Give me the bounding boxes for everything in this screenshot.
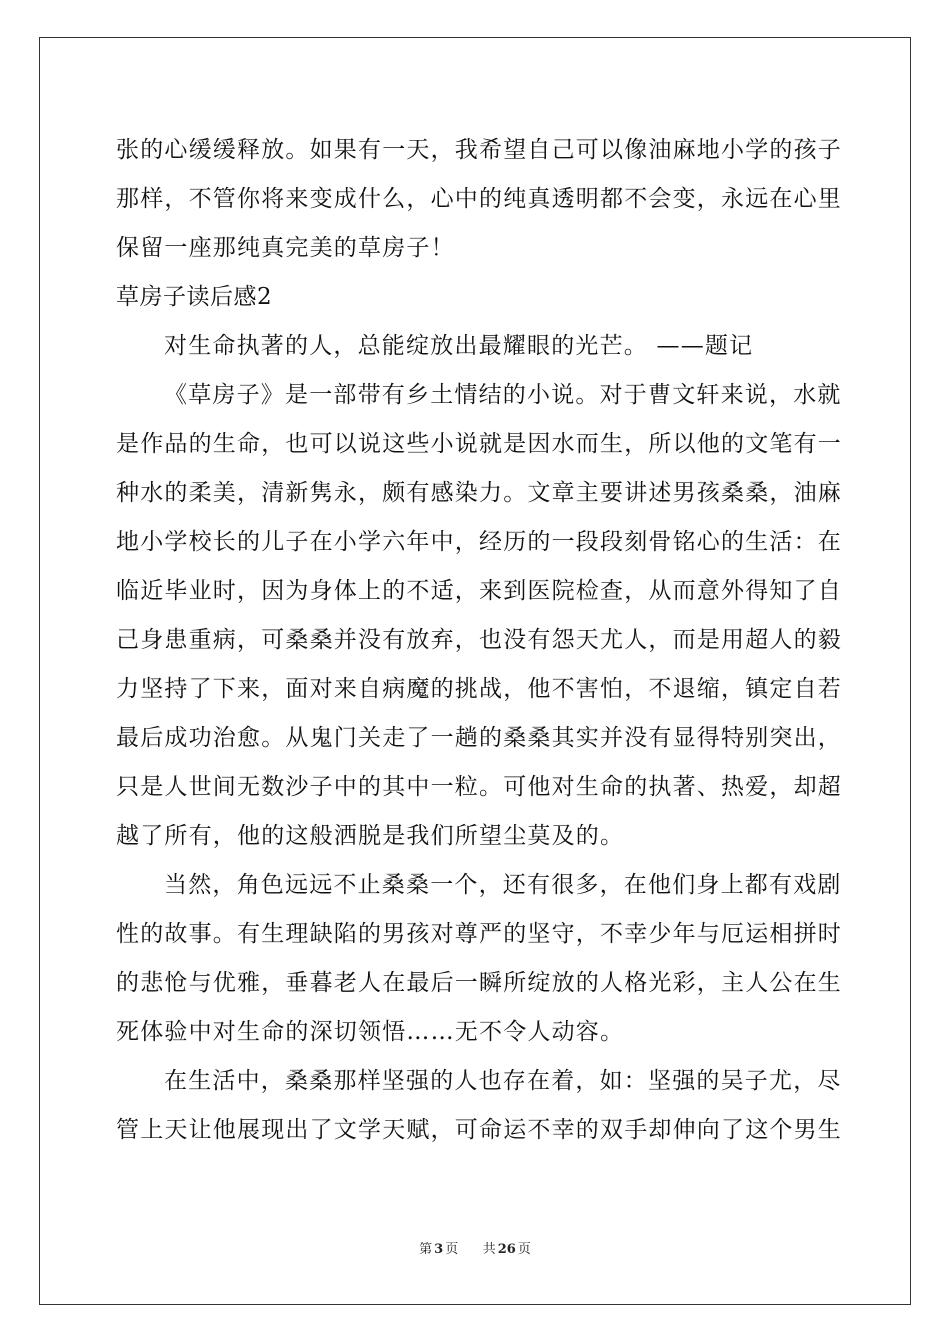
text-line: 己身患重病，可桑桑并没有放弃，也没有怨天尤人，而是用超人的毅	[116, 627, 842, 653]
text-line: 死体验中对生命的深切领悟……无不令人动容。	[116, 1019, 625, 1045]
text-line: 最后成功治愈。从鬼门关走了一趟的桑桑其实并没有显得特别突出，	[116, 725, 842, 751]
page-footer	[0, 1238, 950, 1257]
page-number: 3	[434, 1242, 444, 1257]
text-line: 是作品的生命，也可以说这些小说就是因水而生，所以他的文笔有一	[116, 431, 842, 457]
text-line: 只是人世间无数沙子中的其中一粒。可他对生命的执著、热爱，却超	[116, 774, 842, 800]
document-body	[116, 126, 842, 1155]
total-prefix: 共	[482, 1242, 496, 1257]
page-indicator	[417, 1242, 460, 1257]
text-line: 越了所有，他的这般洒脱是我们所望尘莫及的。	[116, 823, 625, 849]
total-pages: 26	[497, 1242, 516, 1257]
text-line: 保留一座那纯真完美的草房子！	[116, 235, 455, 261]
text-line: 张的心缓缓释放。如果有一天，我希望自己可以像油麻地小学的孩子	[116, 137, 842, 163]
text-line: 管上天让他展现出了文学天赋，可命运不幸的双手却伸向了这个男生	[116, 1117, 842, 1143]
text-line: 的悲怆与优雅，垂暮老人在最后一瞬所绽放的人格光彩，主人公在生	[116, 970, 842, 996]
text-line: 地小学校长的儿子在小学六年中，经历的一段段刻骨铭心的生活：在	[116, 529, 842, 555]
page-prefix: 第	[419, 1242, 433, 1257]
page-suffix: 页	[445, 1242, 459, 1257]
total-indicator	[481, 1242, 533, 1257]
total-suffix: 页	[517, 1242, 531, 1257]
text-line: 当然，角色远远不止桑桑一个，还有很多，在他们身上都有戏剧	[164, 872, 842, 898]
text-line: 临近毕业时，因为身体上的不适，来到医院检查，从而意外得知了自	[116, 578, 842, 604]
text-line: 种水的柔美，清新隽永，颇有感染力。文章主要讲述男孩桑桑，油麻	[116, 480, 842, 506]
text-line: 对生命执著的人，总能绽放出最耀眼的光芒。 ——题记	[164, 333, 754, 359]
text-line: 那样，不管你将来变成什么，心中的纯真透明都不会变，永远在心里	[116, 186, 842, 212]
text-line: 性的故事。有生理缺陷的男孩对尊严的坚守，不幸少年与厄运相拼时	[116, 921, 842, 947]
section-heading: 草房子读后感2	[116, 284, 273, 310]
text-line: 《草房子》是一部带有乡土情结的小说。对于曹文轩来说，水就	[164, 382, 842, 408]
text-line: 在生活中，桑桑那样坚强的人也存在着，如：坚强的吴子尤，尽	[164, 1068, 842, 1094]
text-line: 力坚持了下来，面对来自病魔的挑战，他不害怕，不退缩，镇定自若	[116, 676, 842, 702]
